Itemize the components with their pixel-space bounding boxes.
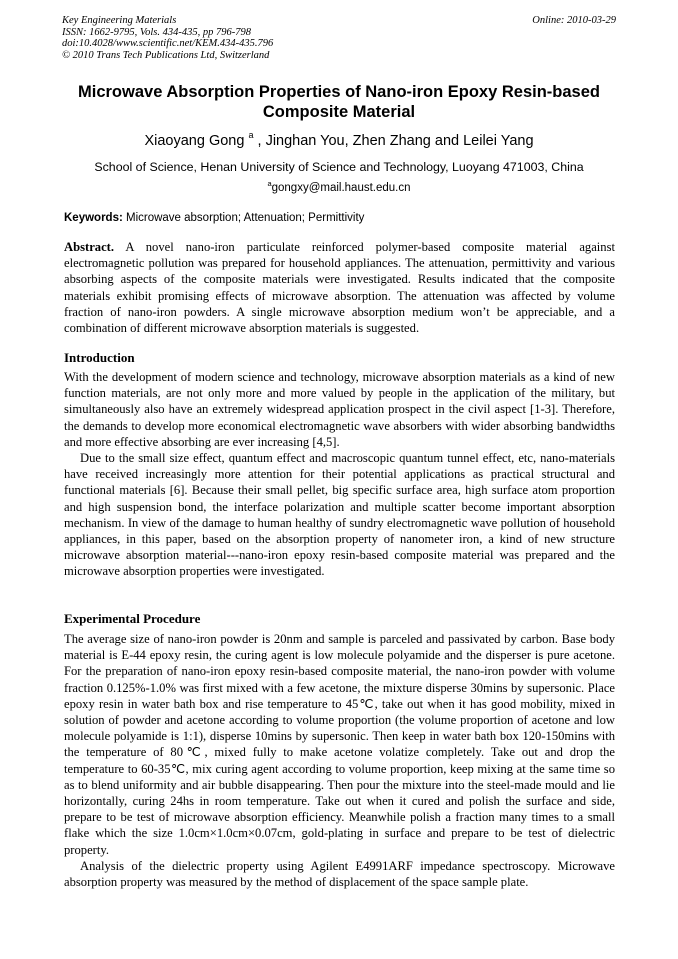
copyright-line: © 2010 Trans Tech Publications Ltd, Switzerland <box>62 49 270 61</box>
first-author-mark: a <box>248 130 254 140</box>
experimental-paragraph-2: Analysis of the dielectric property using Agilent E4991ARF impedance spectroscopy. Microwave absorption property was measured by the method of displacement of the space sample plate. <box>64 858 615 890</box>
abstract-text: A novel nano-iron particulate reinforced polymer-based composite material against electromagnetic pollution was prepared for household appliances. The attenuation, permittivity and various absorbing aspects of the composite materials were investigated. Results indicated that the composite materials exhibit promising effects of microwave absorption. The attenuation was affected by volume fraction of nano-iron powders. A single microwave absorption medium won’t be appreciable, and a combination of different microwave absorption materials is suggested. <box>64 240 615 336</box>
journal-name: Key Engineering Materials <box>62 15 177 26</box>
experimental-body <box>64 631 615 890</box>
keywords-label: Keywords: <box>64 212 123 224</box>
author-list <box>40 132 638 150</box>
affiliation: School of Science, Henan University of Science and Technology, Luoyang 471003, China <box>94 160 584 174</box>
journal-header <box>62 15 273 61</box>
paper-title: Microwave Absorption Properties of Nano-iron Epoxy Resin-based Composite Material <box>78 83 600 121</box>
experimental-paragraph-1: The average size of nano-iron powder is 20nm and sample is parceled and passivated by carbon. Base body material is E-44 epoxy resin, the curing agent is low molecule polyamide and the disperser is pure acetone. For the preparation of nano-iron epoxy resin-based composite material, the nano-iron powder with volume fraction 0.125%-1.0% was first mixed with a few acetone, the mixture disperse 30mins by supersonic. Place epoxy resin in water bath box and rise temperature to 45℃, take out when it has good mobility, mixed in solution of powder and acetone according to volume proportion (the volume proportion of acetone and low molecule polyamide is 1:1), disperse 10mins by supersonic. Then keep in water bath box 120-150mins with the temperature of 80℃, mixed fully to make acetone volatize completely. Take out and drop the temperature to 60-35℃, mix curing agent according to volume proportion, keep mixing at the same time so as to blend uniformity and air bubble disappearing. Then pour the mixture into the steel-made mould and lie horizontally, curing 24hs in room temperature. Take out when it cured and polish the surface and side, prepare to be test of microwave absorption efficiency. Meanwhile polish a fraction many times to a small flake which the size 1.0cm×1.0cm×0.07cm, gold-plating in surface and prepare to be test of dielectric property. <box>64 632 615 857</box>
abstract-label: Abstract. <box>64 240 115 254</box>
introduction-body <box>64 369 615 580</box>
introduction-paragraph-2: Due to the small size effect, quantum effect and macroscopic quantum tunnel effect, etc, nano-materials have received increasingly more attention for their potential applications as practical structural and functional materials [6]. Because their small pellet, big specific surface area, high surface atom proportion and high suspension bond, the interface polarization and multiple scatter become important absorption mechanism. In view of the damage to human healthy of sundry electromagnetic wave pollution of household appliances, in this paper, based on the absorption property of nanometer iron, a kind of new structure microwave absorption material---nano-iron epoxy resin-based composite material was prepared and the microwave absorption properties were investigated. <box>64 451 615 579</box>
email-mark: a <box>267 179 272 188</box>
introduction-paragraph-1: With the development of modern science and technology, microwave absorption materials as a kind of new function materials, are not only more and more valued by people in the application of the military, but simultaneously also have an extremely widespread application prospect in the civil aspect [1-3]. Therefore, the demands to develop more economical electromagnetic wave absorbers with wider absorbing bandwidths and more effective absorbing are ever increasing [4,5]. <box>64 370 615 449</box>
issn-line: ISSN: 1662-9795, Vols. 434-435, pp 796-798 <box>62 26 251 38</box>
email-address: gongxy@mail.haust.edu.cn <box>271 182 411 194</box>
introduction-heading: Introduction <box>64 350 135 365</box>
keywords-text: Microwave absorption; Attenuation; Permittivity <box>122 212 365 224</box>
author-email <box>40 181 638 196</box>
abstract <box>64 239 615 336</box>
doi-line: doi:10.4028/www.scientific.net/KEM.434-435.796 <box>62 38 274 49</box>
other-authors: , Jinghan You, Zhen Zhang and Leilei Yang <box>253 133 534 149</box>
first-author: Xiaoyang Gong <box>144 133 245 149</box>
keywords <box>64 211 364 225</box>
online-date: Online: 2010-03-29 <box>532 15 616 26</box>
experimental-heading: Experimental Procedure <box>64 611 201 626</box>
